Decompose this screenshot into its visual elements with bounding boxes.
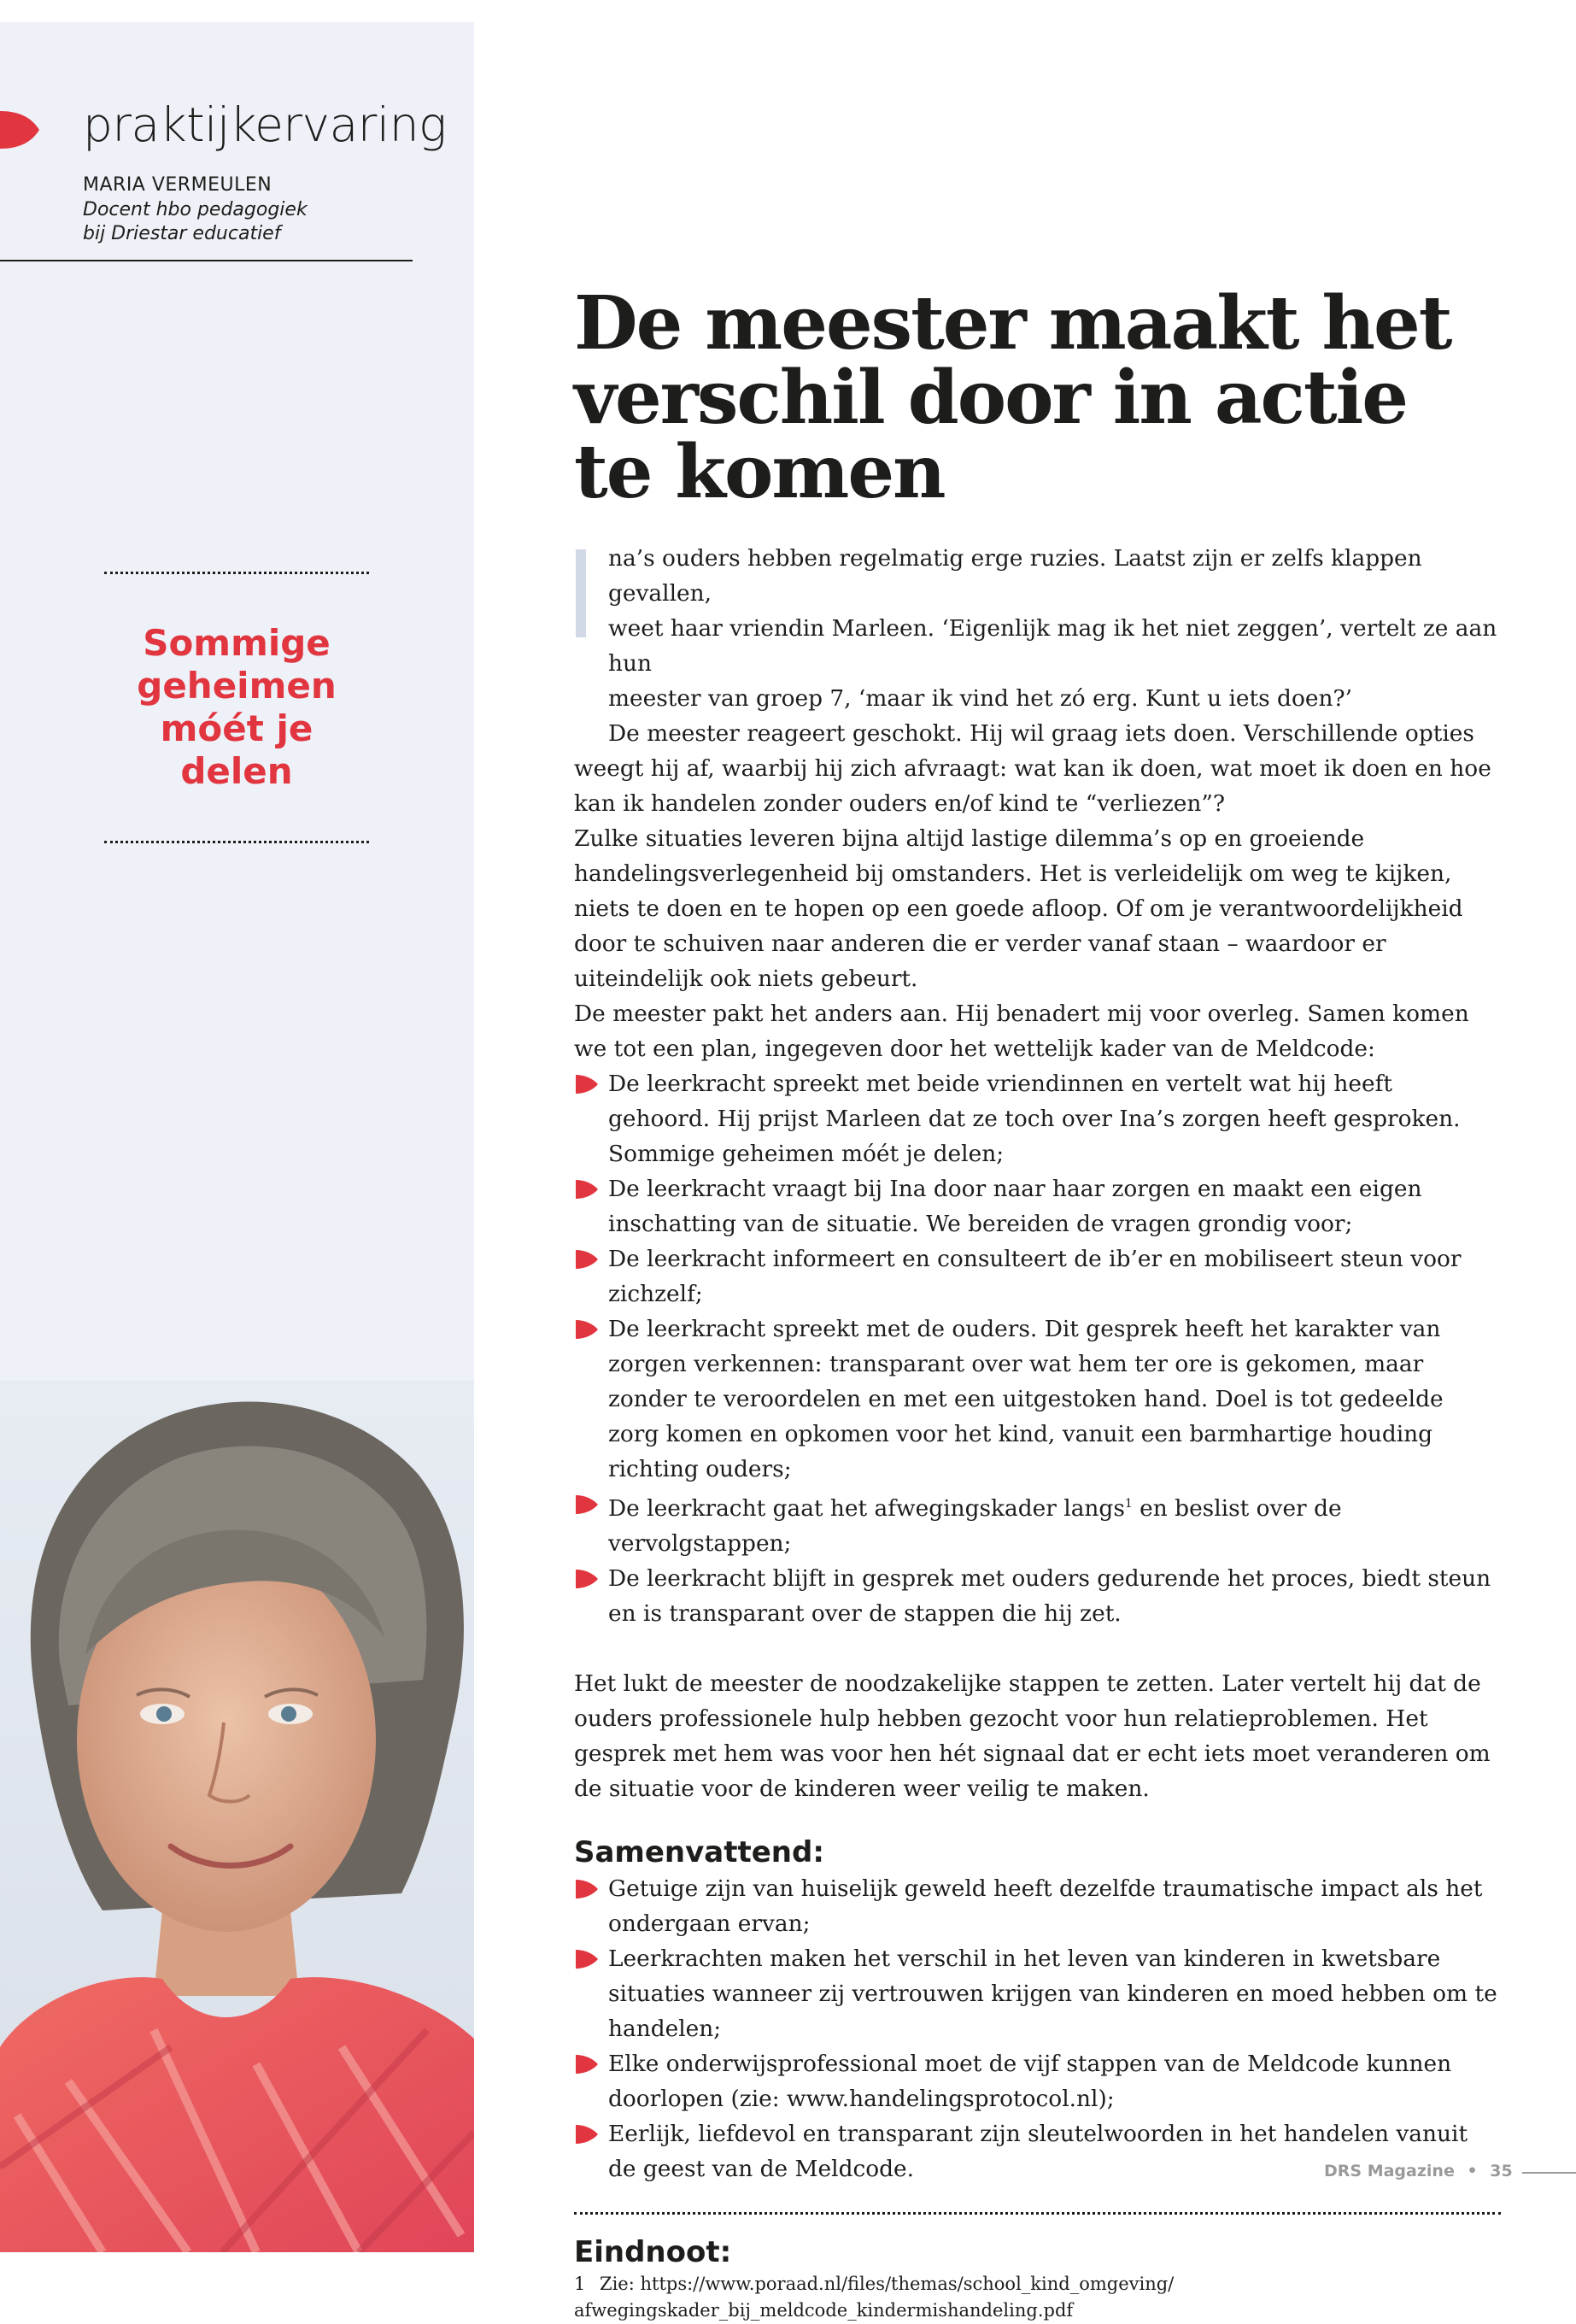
dotted-divider <box>104 572 369 574</box>
list-item <box>574 1241 1501 1312</box>
red-bullet-icon <box>574 1949 600 1969</box>
author-name: MARIA VERMEULEN <box>83 174 272 196</box>
intro-line: weet haar vriendin Marleen. ‘Eigenlijk mag ik het niet zeggen’, vertelt ze aan hun <box>608 615 1497 677</box>
red-bullet-icon <box>574 1249 600 1270</box>
red-bullet-icon <box>574 1494 600 1515</box>
meldcode-steps <box>574 1066 1501 1631</box>
pull-quote <box>104 622 369 793</box>
author-portrait <box>0 1381 474 2252</box>
red-drop-icon <box>0 108 41 152</box>
article-headline <box>574 280 1514 515</box>
section-label: praktijkervaring <box>83 97 447 152</box>
dotted-divider <box>574 2212 1501 2215</box>
red-bullet-icon <box>574 1179 600 1200</box>
pull-quote-line: geheimen <box>137 665 337 707</box>
summary-list <box>574 1871 1501 2186</box>
list-item <box>574 1561 1501 1631</box>
list-item-text: De leerkracht gaat het afwegingskader langs <box>608 1494 1125 1522</box>
author-role-line: Docent hbo pedagogiek <box>83 199 308 220</box>
list-item-text: De leerkracht blijft in gesprek met ouders gedurende het proces, biedt steun en is transparant over de stappen die hij zet. <box>608 1564 1491 1627</box>
page-footer <box>1324 2162 1513 2180</box>
intro-line: na’s ouders hebben regelmatig erge ruzies. Laatst zijn er zelfs klappen gevallen, <box>608 545 1422 607</box>
footer-rule <box>1522 2172 1576 2174</box>
list-item-text: De leerkracht informeert en consulteert de ib’er en mobiliseert steun voor zichzelf; <box>608 1246 1462 1307</box>
endnote-heading: Eindnoot: <box>574 2234 732 2269</box>
pull-quote-line: móét je <box>160 707 313 749</box>
article-body <box>574 541 1501 2324</box>
red-bullet-icon <box>574 1319 600 1340</box>
author-role <box>83 198 308 246</box>
footer-separator: • <box>1467 2162 1478 2180</box>
author-role-line: bij Driestar educatief <box>83 223 281 244</box>
endnote-number: 1 <box>574 2273 586 2294</box>
red-bullet-icon <box>574 1879 600 1899</box>
list-item <box>574 1941 1501 2046</box>
endnote-link[interactable]: afwegingskader_bij_meldcode_kindermishandeling.pdf <box>574 2299 1074 2321</box>
summary-heading: Samenvattend: <box>574 1834 824 1869</box>
red-bullet-icon <box>574 1569 600 1589</box>
list-item-text: De leerkracht spreekt met beide vriendinnen en vertelt wat hij heeft gehoord. Hij prijst Marleen dat ze toch over Ina’s zorgen heeft gesproken. Sommige geheimen móét je delen; <box>608 1071 1461 1167</box>
body-paragraph: De meester reageert geschokt. Hij wil graag iets doen. Verschillende opties weegt hij af, waarbij hij zich afvraagt: wat kan ik doen, wat moet ik doen en hoe kan ik handelen zonder ouders en/of kind te “verliezen”? <box>574 720 1491 817</box>
list-item <box>574 1871 1501 1941</box>
intro-line: meester van groep 7, ‘maar ik vind het zó erg. Kunt u iets doen?’ <box>608 685 1352 712</box>
list-item <box>574 1171 1501 1241</box>
sidebar <box>0 22 474 2252</box>
list-item-text: Getuige zijn van huiselijk geweld heeft dezelfde traumatische impact als het ondergaan ervan; <box>608 1875 1483 1937</box>
body-paragraph: De meester pakt het anders aan. Hij benadert mij voor overleg. Samen komen we tot een plan, ingegeven door het wettelijk kader van de Meldcode: <box>574 1001 1469 1062</box>
red-bullet-icon <box>574 2054 600 2075</box>
headline-line: De meester maakt het <box>574 280 1451 367</box>
body-paragraph: Zulke situaties leveren bijna altijd lastige dilemma’s op en groeiende handelingsverlegenheid bij omstanders. Het is verleidelijk om weg te kijken, niets te doen en te hopen op een goede afloop. Of om je verantwoordelijkheid door te schuiven naar anderen die er verder vanaf staan – waardoor er uiteindelijk ook niets gebeurt. <box>574 825 1463 992</box>
list-item <box>574 1487 1501 1561</box>
list-item <box>574 1312 1501 1487</box>
list-item-text: en beslist over de vervolgstappen; <box>608 1494 1342 1557</box>
list-item <box>574 2046 1501 2116</box>
dotted-divider <box>104 841 369 843</box>
list-item-text: Eerlijk, liefdevol en transparant zijn sleutelwoorden in het handelen vanuit de geest van de Meldcode. <box>608 2120 1468 2182</box>
divider <box>0 260 413 261</box>
headline-line: te komen <box>574 429 945 515</box>
headline-line: verschil door in actie <box>574 355 1408 441</box>
list-item-text: De leerkracht spreekt met de ouders. Dit gesprek heeft het karakter van zorgen verkennen: transparant over wat hem ter ore is gekomen, maar zonder te veroordelen en met een uitgestoken hand. Doel is tot gedeelde zorg komen en opkomen voor het kind, vanuit een barmhartige houding richting ouders; <box>608 1316 1444 1482</box>
list-item-text: Elke onderwijsprofessional moet de vijf stappen van de Meldcode kunnen doorlopen (zie: www.handelingsprotocol.nl); <box>608 2050 1452 2112</box>
magazine-name: DRS Magazine <box>1324 2162 1455 2180</box>
list-item <box>574 1066 1501 1171</box>
body-paragraph: Het lukt de meester de noodzakelijke stappen te zetten. Later vertelt hij dat de ouders professionele hulp hebben gezocht voor hun relatieproblemen. Het gesprek met hem was voor hen hét signaal dat er echt iets moet veranderen om de situatie voor de kinderen weer veilig te maken. <box>574 1670 1491 1802</box>
red-bullet-icon <box>574 1074 600 1095</box>
endnote <box>574 2271 1501 2324</box>
pull-quote-line: Sommige <box>143 622 331 664</box>
pull-quote-line: delen <box>180 750 293 792</box>
red-bullet-icon <box>574 2124 600 2145</box>
list-item-text: De leerkracht vraagt bij Ina door naar haar zorgen en maakt een eigen inschatting van de situatie. We bereiden de vragen grondig voor; <box>608 1176 1422 1237</box>
endnote-link[interactable]: Zie: https://www.poraad.nl/files/themas/school_kind_omgeving/ <box>600 2273 1175 2294</box>
list-item-text: Leerkrachten maken het verschil in het leven van kinderen in kwetsbare situaties wanneer zij vertrouwen krijgen van kinderen en moed hebben om te handelen; <box>608 1945 1497 2042</box>
footnote-ref[interactable]: 1 <box>1124 1497 1133 1511</box>
page-number: 35 <box>1490 2162 1513 2180</box>
